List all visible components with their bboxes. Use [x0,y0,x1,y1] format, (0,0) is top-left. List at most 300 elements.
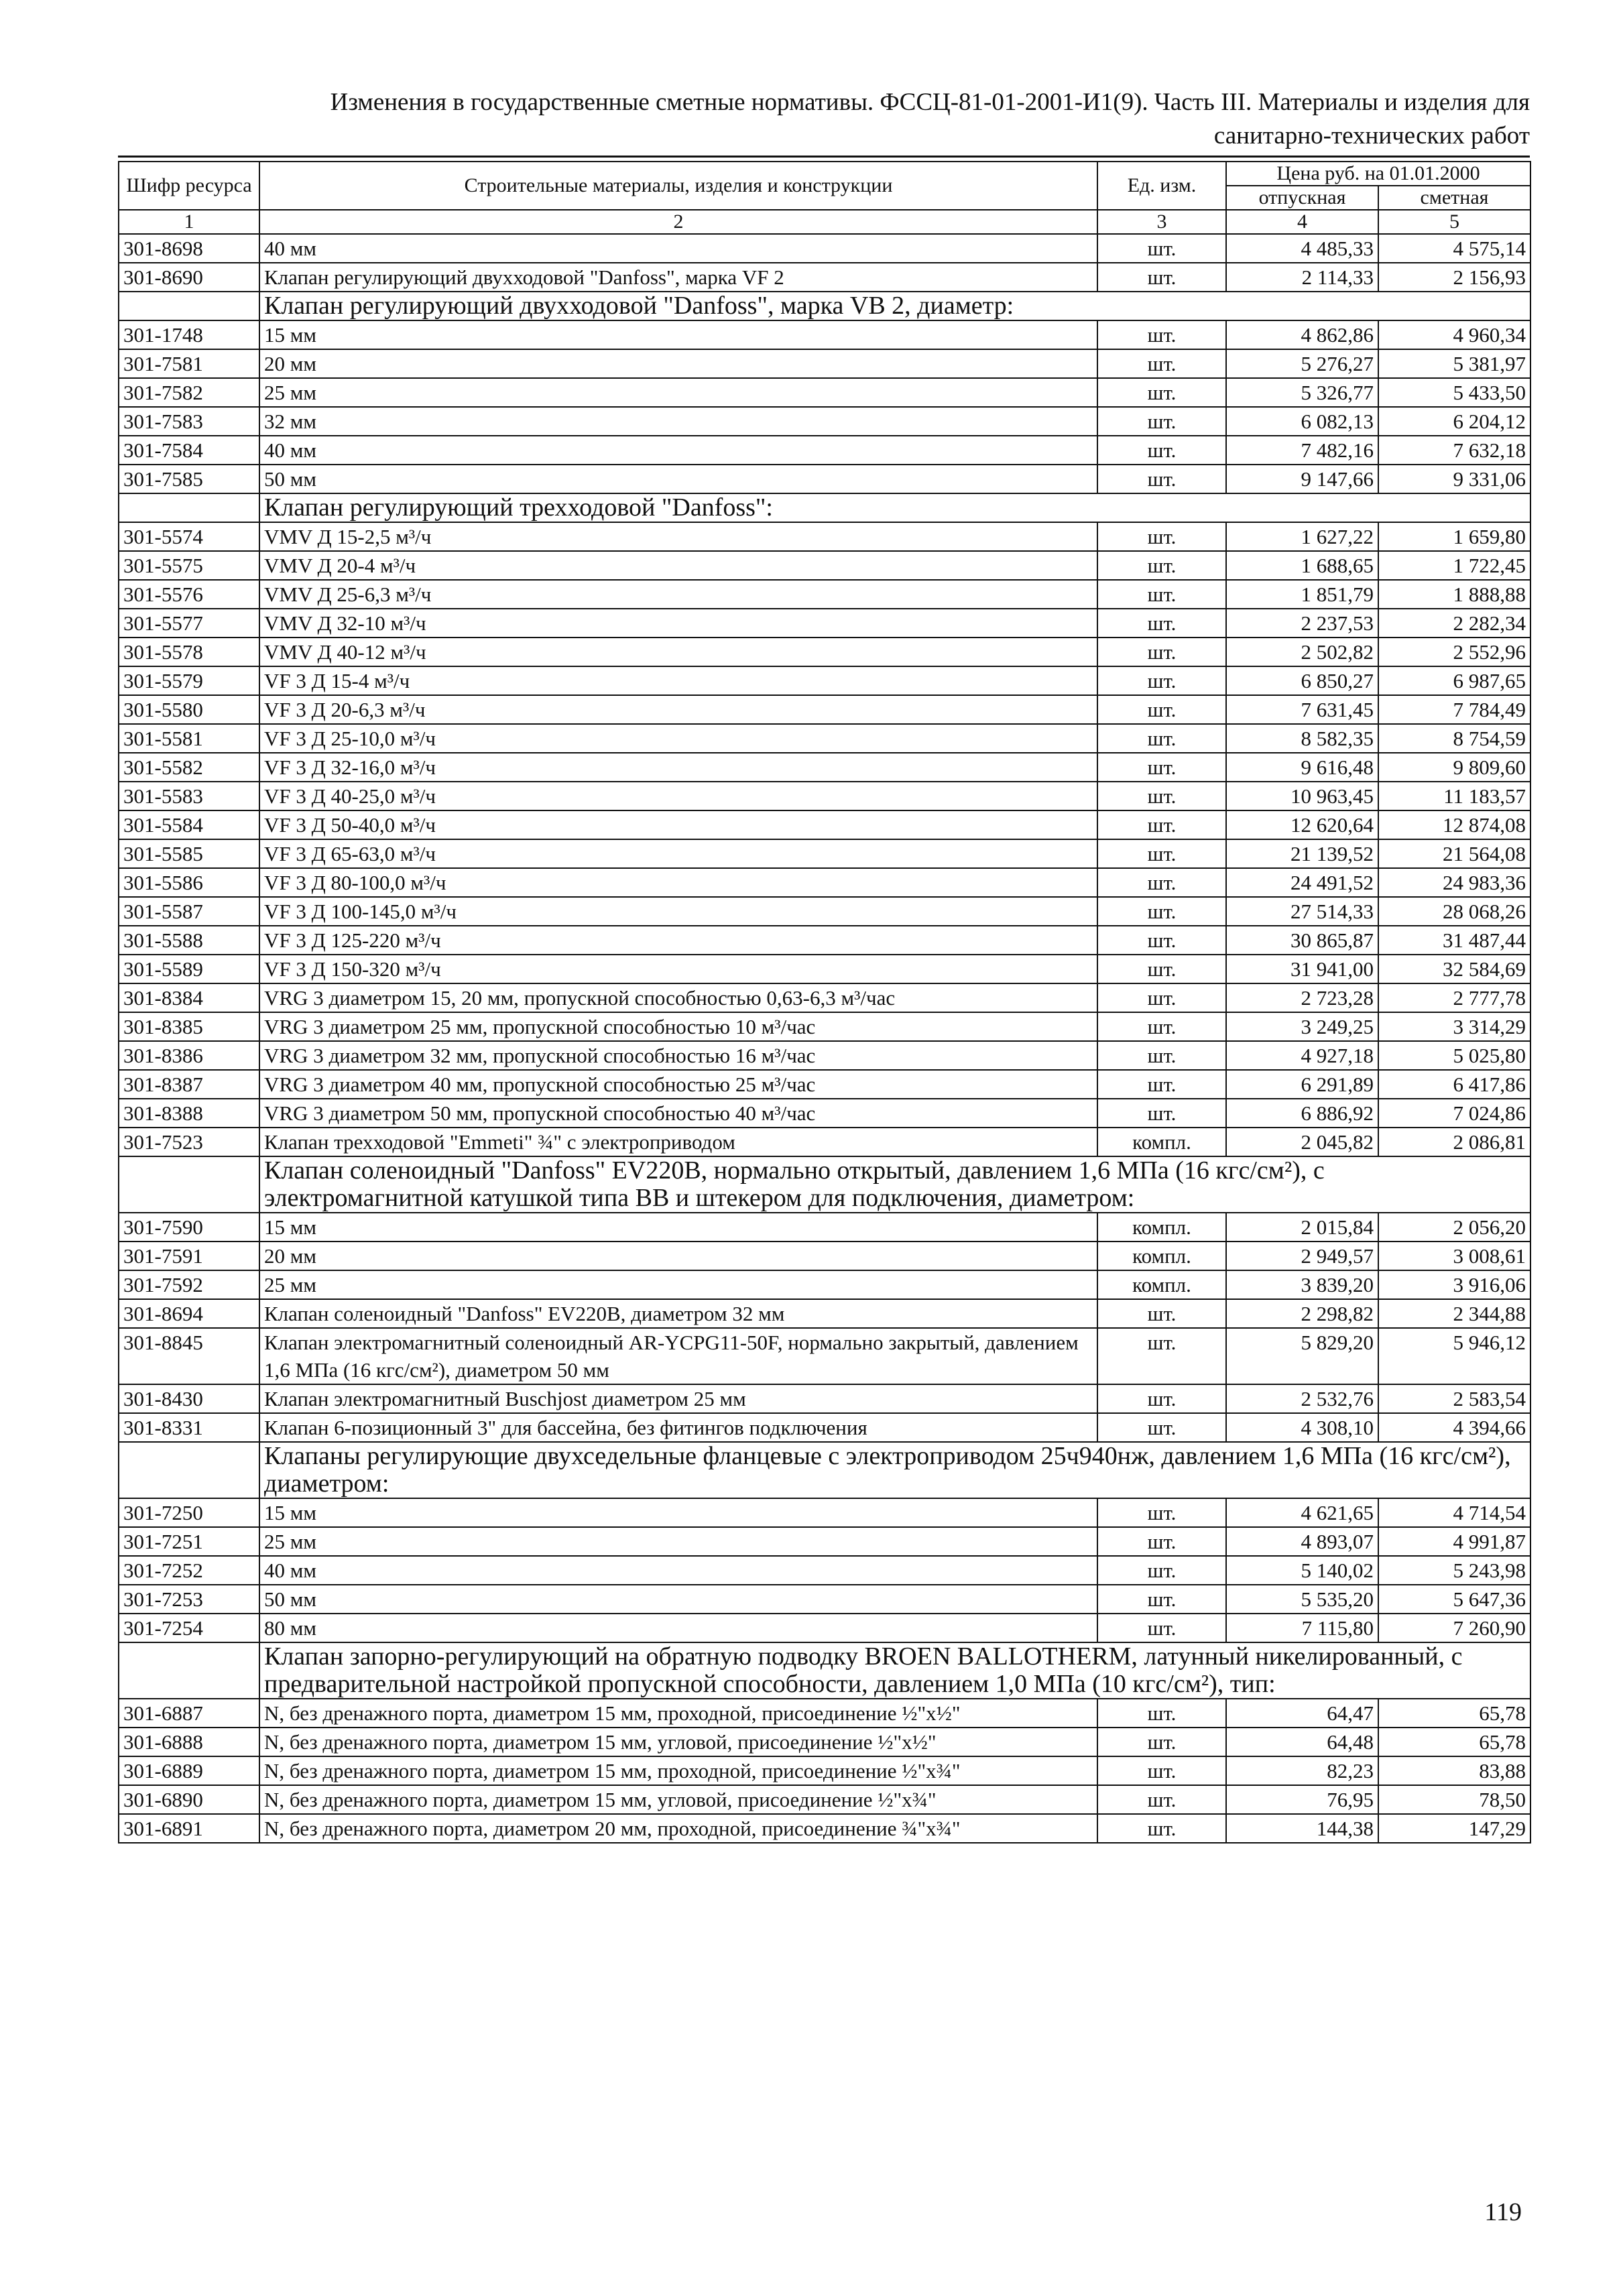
resource-code: 301-8698 [119,234,259,263]
material-name: N, без дренажного порта, диаметром 15 мм, угловой, присоединение ½"x½" [259,1728,1097,1756]
release-price: 82,23 [1226,1756,1378,1785]
table-header [119,162,1530,234]
resource-code: 301-5583 [119,782,259,810]
unit-cell: шт. [1097,1728,1226,1756]
unit-cell: компл. [1097,1270,1226,1299]
release-price: 4 485,33 [1226,234,1378,263]
release-price: 2 237,53 [1226,609,1378,638]
material-name: N, без дренажного порта, диаметром 20 мм, проходной, присоединение ¾"x¾" [259,1814,1097,1843]
unit-cell: шт. [1097,1099,1226,1128]
resource-code: 301-5576 [119,580,259,609]
header-unit: Ед. изм. [1097,162,1226,210]
release-price: 4 621,65 [1226,1498,1378,1527]
table-row [119,580,1530,609]
unit-cell: шт. [1097,349,1226,378]
group-code-cell [119,493,259,522]
unit-cell: шт. [1097,465,1226,493]
unit-cell: шт. [1097,1413,1226,1442]
estimate-price: 83,88 [1378,1756,1530,1785]
estimate-price: 11 183,57 [1378,782,1530,810]
unit-cell: шт. [1097,955,1226,983]
table-row [119,465,1530,493]
table-row [119,868,1530,897]
estimate-price: 78,50 [1378,1785,1530,1814]
release-price: 2 532,76 [1226,1384,1378,1413]
material-name: VF 3 Д 125-220 м³/ч [259,926,1097,955]
resource-code: 301-8386 [119,1041,259,1070]
release-price: 2 114,33 [1226,263,1378,292]
release-price: 5 829,20 [1226,1328,1378,1384]
table-row [119,1756,1530,1785]
table-row [119,1527,1530,1556]
table-row [119,955,1530,983]
estimate-price: 65,78 [1378,1699,1530,1728]
table-row [119,1070,1530,1099]
material-name: Клапан трехходовой "Emmeti" ¾" с электроприводом [259,1128,1097,1156]
resource-code: 301-7253 [119,1585,259,1614]
estimate-price: 2 056,20 [1378,1213,1530,1242]
unit-cell: шт. [1097,1614,1226,1642]
release-price: 8 582,35 [1226,724,1378,753]
table-row [119,1128,1530,1156]
table-row [119,1384,1530,1413]
release-price: 10 963,45 [1226,782,1378,810]
estimate-price: 2 583,54 [1378,1384,1530,1413]
release-price: 5 140,02 [1226,1556,1378,1585]
unit-cell: шт. [1097,810,1226,839]
release-price: 31 941,00 [1226,955,1378,983]
release-price: 7 631,45 [1226,695,1378,724]
release-price: 1 627,22 [1226,522,1378,551]
unit-cell: шт. [1097,1498,1226,1527]
group-heading: Клапан запорно-регулирующий на обратную подводку BROEN BALLOTHERM, латунный никелированный, с предварительной настройкой пропускной способности, давлением 1,0 МПа (10 кгс/см²), тип: [259,1642,1530,1699]
material-name: 32 мм [259,407,1097,436]
material-name: 15 мм [259,1498,1097,1527]
resource-code: 301-7590 [119,1213,259,1242]
unit-cell: шт. [1097,1041,1226,1070]
table-row [119,666,1530,695]
unit-cell: шт. [1097,1756,1226,1785]
unit-cell: шт. [1097,1070,1226,1099]
group-heading: Клапаны регулирующие двухседельные фланцевые с электроприводом 25ч940нж, давлением 1,6 МПа (16 кгс/см²), диаметром: [259,1442,1530,1498]
resource-code: 301-5577 [119,609,259,638]
table-row [119,1270,1530,1299]
estimate-price: 8 754,59 [1378,724,1530,753]
estimate-price: 65,78 [1378,1728,1530,1756]
resource-code: 301-6889 [119,1756,259,1785]
header-name: Строительные материалы, изделия и конструкции [259,162,1097,210]
table-row [119,695,1530,724]
release-price: 7 115,80 [1226,1614,1378,1642]
resource-code: 301-7585 [119,465,259,493]
resource-code: 301-8430 [119,1384,259,1413]
estimate-price: 147,29 [1378,1814,1530,1843]
price-table [118,161,1531,1844]
table-row [119,378,1530,407]
material-name: VF 3 Д 15-4 м³/ч [259,666,1097,695]
release-price: 21 139,52 [1226,839,1378,868]
table-row [119,407,1530,436]
material-name: N, без дренажного порта, диаметром 15 мм, проходной, присоединение ½"x¾" [259,1756,1097,1785]
release-price: 6 886,92 [1226,1099,1378,1128]
estimate-price: 5 647,36 [1378,1585,1530,1614]
estimate-price: 2 344,88 [1378,1299,1530,1328]
unit-cell: шт. [1097,1384,1226,1413]
resource-code: 301-7250 [119,1498,259,1527]
resource-code: 301-7591 [119,1242,259,1270]
table-row [119,753,1530,782]
material-name: VMV Д 40-12 м³/ч [259,638,1097,666]
table-row [119,349,1530,378]
estimate-price: 3 916,06 [1378,1270,1530,1299]
estimate-price: 5 243,98 [1378,1556,1530,1585]
estimate-price: 6 417,86 [1378,1070,1530,1099]
unit-cell: шт. [1097,234,1226,263]
resource-code: 301-7523 [119,1128,259,1156]
material-name: VRG 3 диаметром 25 мм, пропускной способностью 10 м³/час [259,1012,1097,1041]
table-row [119,724,1530,753]
resource-code: 301-5587 [119,897,259,926]
resource-code: 301-8384 [119,983,259,1012]
release-price: 64,47 [1226,1699,1378,1728]
estimate-price: 5 025,80 [1378,1041,1530,1070]
unit-cell: компл. [1097,1128,1226,1156]
table-row [119,1556,1530,1585]
page-header [118,86,1530,156]
release-price: 6 082,13 [1226,407,1378,436]
release-price: 5 535,20 [1226,1585,1378,1614]
table-row [119,638,1530,666]
page-number: 119 [1484,2198,1522,2226]
table-row [119,1585,1530,1614]
estimate-price: 7 024,86 [1378,1099,1530,1128]
table-row [119,436,1530,465]
material-name: Клапан регулирующий двухходовой "Danfoss", марка VF 2 [259,263,1097,292]
header-rule [118,156,1530,158]
table-row [119,1299,1530,1328]
estimate-price: 3 008,61 [1378,1242,1530,1270]
resource-code: 301-5589 [119,955,259,983]
unit-cell: шт. [1097,926,1226,955]
release-price: 7 482,16 [1226,436,1378,465]
release-price: 4 862,86 [1226,320,1378,349]
table-row [119,522,1530,551]
table-row [119,609,1530,638]
material-name: VRG 3 диаметром 50 мм, пропускной способностью 40 м³/час [259,1099,1097,1128]
table-row [119,1041,1530,1070]
resource-code: 301-5586 [119,868,259,897]
material-name: VMV Д 20-4 м³/ч [259,551,1097,580]
release-price: 3 839,20 [1226,1270,1378,1299]
group-code-cell [119,1156,259,1213]
resource-code: 301-8694 [119,1299,259,1328]
header-line-2: санитарно-технических работ [1213,122,1530,149]
release-price: 1 851,79 [1226,580,1378,609]
resource-code: 301-6890 [119,1785,259,1814]
table-row [119,1213,1530,1242]
table-row [119,983,1530,1012]
group-heading-row [119,1156,1530,1213]
material-name: 40 мм [259,436,1097,465]
estimate-price: 24 983,36 [1378,868,1530,897]
resource-code: 301-7254 [119,1614,259,1642]
table-row [119,1099,1530,1128]
table-row [119,1814,1530,1843]
material-name: 25 мм [259,378,1097,407]
table-body [119,234,1530,1843]
unit-cell: шт. [1097,753,1226,782]
unit-cell: шт. [1097,263,1226,292]
release-price: 3 249,25 [1226,1012,1378,1041]
table-row [119,1728,1530,1756]
unit-cell: шт. [1097,1785,1226,1814]
material-name: N, без дренажного порта, диаметром 15 мм, угловой, присоединение ½"x¾" [259,1785,1097,1814]
release-price: 24 491,52 [1226,868,1378,897]
resource-code: 301-5580 [119,695,259,724]
group-code-cell [119,292,259,320]
unit-cell: шт. [1097,868,1226,897]
material-name: Клапан электромагнитный соленоидный AR-YCPG11-50F, нормально закрытый, давлением 1,6 МПа (16 кгс/см²), диаметром 50 мм [259,1328,1097,1384]
release-price: 9 616,48 [1226,753,1378,782]
header-estimate-price: сметная [1378,186,1530,210]
table-row [119,1012,1530,1041]
table-row [119,1242,1530,1270]
release-price: 4 893,07 [1226,1527,1378,1556]
release-price: 2 015,84 [1226,1213,1378,1242]
unit-cell: шт. [1097,897,1226,926]
resource-code: 301-6891 [119,1814,259,1843]
estimate-price: 1 888,88 [1378,580,1530,609]
table-row [119,782,1530,810]
resource-code: 301-8385 [119,1012,259,1041]
estimate-price: 7 784,49 [1378,695,1530,724]
resource-code: 301-8845 [119,1328,259,1384]
unit-cell: шт. [1097,580,1226,609]
unit-cell: шт. [1097,1814,1226,1843]
release-price: 6 291,89 [1226,1070,1378,1099]
column-number: 1 [119,210,259,234]
resource-code: 301-6887 [119,1699,259,1728]
header-code: Шифр ресурса [119,162,259,210]
resource-code: 301-8690 [119,263,259,292]
release-price: 9 147,66 [1226,465,1378,493]
unit-cell: шт. [1097,1699,1226,1728]
material-name: 50 мм [259,1585,1097,1614]
unit-cell: шт. [1097,551,1226,580]
material-name: 15 мм [259,1213,1097,1242]
release-price: 2 949,57 [1226,1242,1378,1270]
column-number: 3 [1097,210,1226,234]
column-number: 5 [1378,210,1530,234]
material-name: VRG 3 диаметром 15, 20 мм, пропускной способностью 0,63-6,3 м³/час [259,983,1097,1012]
material-name: Клапан 6-позиционный 3" для бассейна, без фитингов подключения [259,1413,1097,1442]
unit-cell: шт. [1097,983,1226,1012]
estimate-price: 5 946,12 [1378,1328,1530,1384]
header-line-1: Изменения в государственные сметные нормативы. ФССЦ-81-01-2001-И1(9). Часть III. Материалы и изделия для [330,88,1530,116]
estimate-price: 2 086,81 [1378,1128,1530,1156]
release-price: 2 298,82 [1226,1299,1378,1328]
unit-cell: шт. [1097,1299,1226,1328]
resource-code: 301-8331 [119,1413,259,1442]
estimate-price: 4 575,14 [1378,234,1530,263]
resource-code: 301-7583 [119,407,259,436]
resource-code: 301-5574 [119,522,259,551]
unit-cell: компл. [1097,1242,1226,1270]
resource-code: 301-7251 [119,1527,259,1556]
release-price: 64,48 [1226,1728,1378,1756]
estimate-price: 6 987,65 [1378,666,1530,695]
estimate-price: 6 204,12 [1378,407,1530,436]
estimate-price: 7 632,18 [1378,436,1530,465]
estimate-price: 2 777,78 [1378,983,1530,1012]
table-row [119,1785,1530,1814]
estimate-price: 5 433,50 [1378,378,1530,407]
material-name: 80 мм [259,1614,1097,1642]
estimate-price: 12 874,08 [1378,810,1530,839]
resource-code: 301-5581 [119,724,259,753]
estimate-price: 1 722,45 [1378,551,1530,580]
table-row [119,1614,1530,1642]
estimate-price: 2 552,96 [1378,638,1530,666]
material-name: 20 мм [259,1242,1097,1270]
unit-cell: шт. [1097,320,1226,349]
unit-cell: шт. [1097,378,1226,407]
table-row [119,926,1530,955]
column-number: 4 [1226,210,1378,234]
estimate-price: 4 960,34 [1378,320,1530,349]
resource-code: 301-5582 [119,753,259,782]
material-name: VF 3 Д 100-145,0 м³/ч [259,897,1097,926]
resource-code: 301-7584 [119,436,259,465]
unit-cell: шт. [1097,1527,1226,1556]
unit-cell: шт. [1097,724,1226,753]
resource-code: 301-5578 [119,638,259,666]
table-row [119,1413,1530,1442]
resource-code: 301-5585 [119,839,259,868]
release-price: 76,95 [1226,1785,1378,1814]
header-release-price: отпускная [1226,186,1378,210]
release-price: 4 308,10 [1226,1413,1378,1442]
group-heading: Клапан соленоидный "Danfoss" EV220B, нормально открытый, давлением 1,6 МПа (16 кгс/см²), с электромагнитной катушкой типа ВВ и штекером для подключения, диаметром: [259,1156,1530,1213]
estimate-price: 9 331,06 [1378,465,1530,493]
release-price: 2 045,82 [1226,1128,1378,1156]
resource-code: 301-5588 [119,926,259,955]
estimate-price: 4 714,54 [1378,1498,1530,1527]
group-heading: Клапан регулирующий трехходовой "Danfoss": [259,493,1530,522]
unit-cell: компл. [1097,1213,1226,1242]
unit-cell: шт. [1097,522,1226,551]
release-price: 1 688,65 [1226,551,1378,580]
resource-code: 301-8388 [119,1099,259,1128]
material-name: 40 мм [259,1556,1097,1585]
group-heading-row [119,1642,1530,1699]
material-name: VF 3 Д 65-63,0 м³/ч [259,839,1097,868]
release-price: 12 620,64 [1226,810,1378,839]
unit-cell: шт. [1097,436,1226,465]
estimate-price: 28 068,26 [1378,897,1530,926]
release-price: 5 276,27 [1226,349,1378,378]
material-name: 20 мм [259,349,1097,378]
estimate-price: 5 381,97 [1378,349,1530,378]
group-heading: Клапан регулирующий двухходовой "Danfoss", марка VB 2, диаметр: [259,292,1530,320]
estimate-price: 31 487,44 [1378,926,1530,955]
unit-cell: шт. [1097,695,1226,724]
resource-code: 301-5584 [119,810,259,839]
table-row [119,320,1530,349]
material-name: Клапан соленоидный "Danfoss" EV220B, диаметром 32 мм [259,1299,1097,1328]
table-row [119,1699,1530,1728]
material-name: VMV Д 25-6,3 м³/ч [259,580,1097,609]
release-price: 144,38 [1226,1814,1378,1843]
resource-code: 301-7592 [119,1270,259,1299]
estimate-price: 21 564,08 [1378,839,1530,868]
table-row [119,810,1530,839]
table-row [119,263,1530,292]
unit-cell: шт. [1097,609,1226,638]
estimate-price: 4 991,87 [1378,1527,1530,1556]
material-name: 50 мм [259,465,1097,493]
table-row [119,897,1530,926]
unit-cell: шт. [1097,1328,1226,1384]
table-row [119,551,1530,580]
header-price: Цена руб. на 01.01.2000 [1226,162,1530,186]
resource-code: 301-7252 [119,1556,259,1585]
table-row [119,234,1530,263]
release-price: 2 723,28 [1226,983,1378,1012]
estimate-price: 7 260,90 [1378,1614,1530,1642]
material-name: VRG 3 диаметром 32 мм, пропускной способностью 16 м³/час [259,1041,1097,1070]
unit-cell: шт. [1097,782,1226,810]
unit-cell: шт. [1097,1585,1226,1614]
group-heading-row [119,292,1530,320]
resource-code: 301-8387 [119,1070,259,1099]
table-row [119,1328,1530,1384]
group-heading-row [119,1442,1530,1498]
release-price: 6 850,27 [1226,666,1378,695]
release-price: 2 502,82 [1226,638,1378,666]
material-name: VF 3 Д 50-40,0 м³/ч [259,810,1097,839]
material-name: 25 мм [259,1270,1097,1299]
estimate-price: 2 156,93 [1378,263,1530,292]
material-name: 25 мм [259,1527,1097,1556]
material-name: VF 3 Д 40-25,0 м³/ч [259,782,1097,810]
material-name: VF 3 Д 25-10,0 м³/ч [259,724,1097,753]
material-name: 40 мм [259,234,1097,263]
estimate-price: 1 659,80 [1378,522,1530,551]
estimate-price: 32 584,69 [1378,955,1530,983]
release-price: 5 326,77 [1226,378,1378,407]
column-number: 2 [259,210,1097,234]
resource-code: 301-5579 [119,666,259,695]
material-name: VRG 3 диаметром 40 мм, пропускной способностью 25 м³/час [259,1070,1097,1099]
resource-code: 301-7581 [119,349,259,378]
unit-cell: шт. [1097,407,1226,436]
estimate-price: 9 809,60 [1378,753,1530,782]
group-code-cell [119,1642,259,1699]
material-name: VF 3 Д 20-6,3 м³/ч [259,695,1097,724]
release-price: 4 927,18 [1226,1041,1378,1070]
resource-code: 301-5575 [119,551,259,580]
resource-code: 301-1748 [119,320,259,349]
resource-code: 301-7582 [119,378,259,407]
unit-cell: шт. [1097,839,1226,868]
material-name: 15 мм [259,320,1097,349]
material-name: N, без дренажного порта, диаметром 15 мм, проходной, присоединение ½"x½" [259,1699,1097,1728]
table-row [119,839,1530,868]
group-code-cell [119,1442,259,1498]
material-name: VMV Д 32-10 м³/ч [259,609,1097,638]
unit-cell: шт. [1097,1012,1226,1041]
